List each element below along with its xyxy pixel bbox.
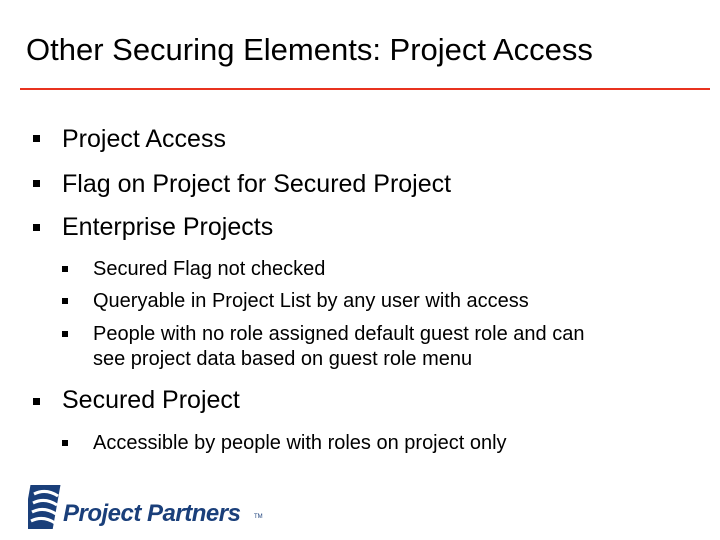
sub-bullet-marker xyxy=(62,331,68,337)
sub-bullet-guest-role-line2: see project data based on guest role menu xyxy=(93,348,473,370)
bullet-marker xyxy=(33,398,40,405)
sub-bullet-marker xyxy=(62,266,68,272)
sub-bullet-secured-flag: Secured Flag not checked xyxy=(93,258,326,280)
bullet-marker xyxy=(33,135,40,142)
title-divider xyxy=(20,88,710,90)
logo-trademark: TM xyxy=(254,514,263,520)
bullet-project-access: Project Access xyxy=(62,125,226,153)
sub-bullet-guest-role-line1: People with no role assigned default guest role and can xyxy=(93,323,585,345)
sub-bullet-accessible: Accessible by people with roles on project only xyxy=(93,432,507,454)
bullet-marker xyxy=(33,224,40,231)
project-partners-logo xyxy=(28,482,288,532)
bullet-secured-project: Secured Project xyxy=(62,386,240,414)
sub-bullet-queryable: Queryable in Project List by any user with access xyxy=(93,290,529,312)
sub-bullet-marker xyxy=(62,440,68,446)
sub-bullet-marker xyxy=(62,298,68,304)
logo-swoosh-icon xyxy=(28,482,64,532)
bullet-enterprise-projects: Enterprise Projects xyxy=(62,213,274,241)
bullet-flag-on-project: Flag on Project for Secured Project xyxy=(62,170,452,198)
logo-wordmark: Project Partners xyxy=(63,500,241,527)
slide-title: Other Securing Elements: Project Access xyxy=(26,32,593,67)
bullet-marker xyxy=(33,180,40,187)
